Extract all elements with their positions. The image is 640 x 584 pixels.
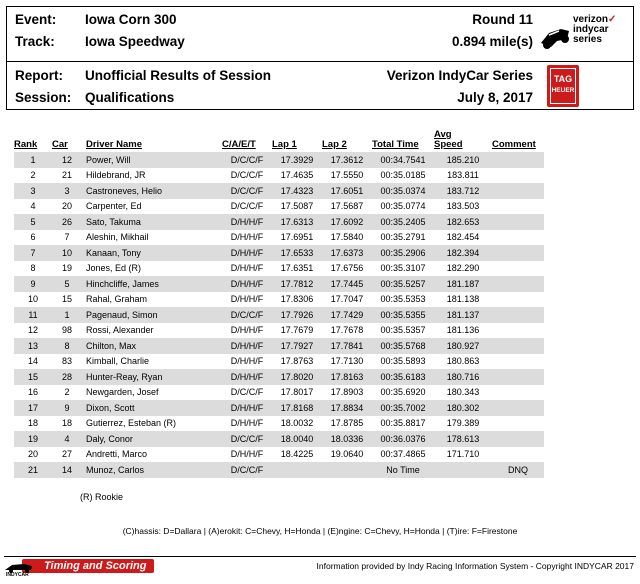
cell-lap2: 17.6373 <box>322 245 372 261</box>
cell-car: 26 <box>52 214 82 230</box>
cell-car: 20 <box>61 201 72 212</box>
cell-car: 98 <box>61 325 72 336</box>
table-row <box>14 431 544 447</box>
cell-lap2: 19.0640 <box>330 449 364 460</box>
cell-lap1: 17.6351 <box>280 263 314 274</box>
cell-lap1: 17.7679 <box>280 325 314 336</box>
cell-comment <box>492 323 544 339</box>
track-distance: 0.894 mile(s) <box>451 34 533 49</box>
table-row <box>14 323 544 339</box>
session-row <box>7 87 633 109</box>
cell-lap2: 17.6051 <box>322 183 372 199</box>
cell-total-time: 00:35.5768 <box>372 338 434 354</box>
cell-total-time: 00:35.0774 <box>380 201 426 212</box>
cell-comment <box>492 152 544 168</box>
cell-caet: D/C/C/F <box>222 431 272 447</box>
cell-avg-speed: 182.454 <box>446 232 480 243</box>
cell-comment <box>492 354 544 370</box>
cell-caet: D/C/C/F <box>230 201 264 212</box>
tag-word: TAG <box>553 74 573 84</box>
col-comment: Comment <box>492 139 536 150</box>
cell-driver: Chilton, Max <box>82 338 222 354</box>
cell-comment <box>492 276 544 292</box>
cell-driver: Rossi, Alexander <box>86 325 154 336</box>
col-car: Car <box>52 139 68 150</box>
cell-lap1: 17.8017 <box>280 387 314 398</box>
round-number: Round 11 <box>472 12 533 27</box>
col-driver: Driver Name <box>86 139 142 150</box>
cell-lap1: 17.4635 <box>280 170 314 181</box>
cell-rank: 20 <box>27 449 38 460</box>
cell-driver: Munoz, Carlos <box>82 462 222 478</box>
cell-lap2: 17.5840 <box>330 232 364 243</box>
cell-total-time: 00:35.3107 <box>380 263 426 274</box>
cell-comment <box>492 400 544 416</box>
cell-lap2: 17.5687 <box>330 201 364 212</box>
cell-lap2: 17.3612 <box>322 152 372 168</box>
cell-car: 8 <box>52 338 82 354</box>
cell-driver: Aleshin, Mikhail <box>86 232 149 243</box>
cell-avg-speed: 183.811 <box>447 170 479 181</box>
cell-avg-speed: 180.343 <box>446 387 480 398</box>
cell-lap1: 17.7927 <box>272 338 322 354</box>
cell-driver: Rahal, Graham <box>86 294 148 305</box>
cell-rank: 14 <box>27 356 38 367</box>
cell-caet: D/C/C/F <box>222 462 272 478</box>
cell-driver: Jones, Ed (R) <box>86 263 142 274</box>
cell-comment <box>492 183 544 199</box>
results-header-row <box>14 130 544 152</box>
cell-comment <box>492 431 544 447</box>
cell-total-time: 00:35.5257 <box>372 276 434 292</box>
cell-driver: Newgarden, Josef <box>86 387 159 398</box>
col-total-time: Total Time <box>372 139 419 150</box>
cell-caet: D/H/H/F <box>222 338 272 354</box>
cell-rank: 2 <box>30 170 36 181</box>
cell-comment <box>492 245 544 261</box>
cell-driver: Sato, Takuma <box>82 214 222 230</box>
cell-car: 3 <box>52 183 82 199</box>
cell-avg-speed <box>434 462 492 478</box>
cell-rank: 13 <box>14 338 52 354</box>
cell-car: 2 <box>64 387 70 398</box>
report-value: Unofficial Results of Session <box>85 68 272 83</box>
cell-avg-speed: 183.503 <box>446 201 480 212</box>
table-row <box>14 416 544 432</box>
cell-total-time: No Time <box>372 462 434 478</box>
cell-lap1: 17.7812 <box>272 276 322 292</box>
col-rank: Rank <box>14 139 38 150</box>
cell-driver: Pagenaud, Simon <box>82 307 222 323</box>
cell-lap2: 17.8163 <box>322 369 372 385</box>
cell-total-time: 00:34.7541 <box>372 152 434 168</box>
copyright-info: Information provided by Indy Racing Information System - Copyright INDYCAR 2017 <box>316 561 634 571</box>
cell-rank: 19 <box>14 431 52 447</box>
cell-comment: DNQ <box>492 462 544 478</box>
table-row <box>14 292 544 308</box>
table-row <box>14 276 544 292</box>
report-label: Report: <box>15 68 63 83</box>
cell-rank: 10 <box>27 294 38 305</box>
cell-comment <box>492 338 544 354</box>
cell-caet: D/H/H/F <box>222 276 272 292</box>
cell-lap1: 17.8306 <box>280 294 314 305</box>
cell-driver: Andretti, Marco <box>86 449 148 460</box>
cell-comment <box>492 369 544 385</box>
cell-caet: D/C/C/F <box>222 307 272 323</box>
cell-total-time: 00:35.0374 <box>372 183 434 199</box>
track-value: Iowa Speedway <box>85 34 185 49</box>
cell-lap2: 17.7445 <box>322 276 372 292</box>
cell-avg-speed: 181.138 <box>446 294 480 305</box>
cell-avg-speed: 179.389 <box>446 418 480 429</box>
series-word: series <box>573 34 602 45</box>
table-row <box>14 400 544 416</box>
cell-lap1: 17.6533 <box>272 245 322 261</box>
table-row <box>14 462 544 478</box>
report-header <box>6 6 634 110</box>
cell-rank: 11 <box>14 307 52 323</box>
table-row <box>14 385 544 401</box>
cell-lap1: 17.4323 <box>272 183 322 199</box>
cell-lap2: 17.8903 <box>330 387 364 398</box>
cell-lap2: 17.7130 <box>330 356 364 367</box>
cell-total-time: 00:35.5355 <box>372 307 434 323</box>
tag-heuer-logo <box>547 65 579 107</box>
cell-total-time: 00:35.6920 <box>380 387 426 398</box>
table-row <box>14 369 544 385</box>
table-row <box>14 152 544 168</box>
cell-comment <box>492 214 544 230</box>
cell-lap1: 17.8168 <box>272 400 322 416</box>
rookie-note: (R) Rookie <box>80 492 124 502</box>
cell-lap2 <box>322 462 372 478</box>
cell-rank: 18 <box>27 418 38 429</box>
cell-car: 15 <box>61 294 72 305</box>
cell-rank: 6 <box>30 232 36 243</box>
cell-driver: Hinchcliffe, James <box>82 276 222 292</box>
cell-driver: Castroneves, Helio <box>82 183 222 199</box>
cell-total-time: 00:35.7002 <box>372 400 434 416</box>
cell-total-time: 00:35.8817 <box>380 418 426 429</box>
cell-caet: D/H/H/F <box>230 356 264 367</box>
cell-rank: 12 <box>27 325 38 336</box>
cell-lap1: 17.8020 <box>272 369 322 385</box>
cell-avg-speed: 182.394 <box>434 245 492 261</box>
header-divider <box>7 61 633 62</box>
cell-car: 10 <box>52 245 82 261</box>
cell-avg-speed: 181.136 <box>446 325 480 336</box>
cell-comment <box>492 447 544 463</box>
table-row <box>14 214 544 230</box>
cell-comment <box>492 385 544 401</box>
table-row <box>14 447 544 463</box>
cell-car: 12 <box>52 152 82 168</box>
cell-car: 83 <box>61 356 72 367</box>
table-row <box>14 230 544 246</box>
table-row <box>14 245 544 261</box>
cell-driver: Carpenter, Ed <box>86 201 142 212</box>
cell-caet: D/C/C/F <box>222 152 272 168</box>
cell-total-time: 00:35.2791 <box>380 232 426 243</box>
col-avg-speed: Avg Speed <box>434 129 463 150</box>
cell-lap2: 18.0336 <box>322 431 372 447</box>
cell-caet: D/H/H/F <box>222 245 272 261</box>
cell-car: 28 <box>52 369 82 385</box>
cell-avg-speed: 180.716 <box>434 369 492 385</box>
cell-rank: 17 <box>14 400 52 416</box>
session-date: July 8, 2017 <box>457 90 533 105</box>
cell-avg-speed: 171.710 <box>446 449 480 460</box>
results-table <box>14 130 544 478</box>
cell-avg-speed: 185.210 <box>434 152 492 168</box>
table-row <box>14 307 544 323</box>
cell-total-time: 00:35.0185 <box>380 170 426 181</box>
cell-driver: Kimball, Charlie <box>86 356 150 367</box>
cell-total-time: 00:35.6183 <box>372 369 434 385</box>
cell-car: 5 <box>52 276 82 292</box>
table-row <box>14 168 544 184</box>
cell-lap2: 17.6092 <box>322 214 372 230</box>
cell-lap1: 17.5087 <box>280 201 314 212</box>
cell-lap2: 17.7841 <box>322 338 372 354</box>
cell-total-time: 00:36.0376 <box>372 431 434 447</box>
cell-car: 14 <box>52 462 82 478</box>
heuer-word: HEUER <box>551 87 575 94</box>
cell-avg-speed: 181.137 <box>434 307 492 323</box>
cell-rank: 16 <box>27 387 38 398</box>
cell-comment <box>492 292 544 308</box>
cell-comment <box>492 168 544 184</box>
page-footer <box>4 556 636 578</box>
cell-caet: D/H/H/F <box>230 263 264 274</box>
cell-driver: Hunter-Reay, Ryan <box>82 369 222 385</box>
indycar-word: indycar <box>573 24 609 35</box>
verizon-word: verizon✓ <box>573 14 617 25</box>
cell-caet: D/C/C/F <box>222 183 272 199</box>
cell-rank: 9 <box>14 276 52 292</box>
event-label: Event: <box>15 12 57 27</box>
cell-lap1: 17.3929 <box>272 152 322 168</box>
cell-car: 21 <box>61 170 72 181</box>
cell-lap2: 17.7429 <box>322 307 372 323</box>
timing-scoring-logo <box>4 559 164 578</box>
cell-driver: Power, Will <box>82 152 222 168</box>
cell-driver: Daly, Conor <box>82 431 222 447</box>
cell-rank: 7 <box>14 245 52 261</box>
cell-caet: D/C/C/F <box>230 170 264 181</box>
col-lap2: Lap 2 <box>322 139 347 150</box>
cell-caet: D/H/H/F <box>230 449 264 460</box>
cell-lap2: 17.5550 <box>330 170 364 181</box>
cell-caet: D/H/H/F <box>230 418 264 429</box>
cell-car: 4 <box>52 431 82 447</box>
cell-total-time: 00:35.2906 <box>372 245 434 261</box>
cell-avg-speed: 180.302 <box>434 400 492 416</box>
table-row <box>14 261 544 277</box>
cell-caet: D/H/H/F <box>230 294 264 305</box>
cell-caet: D/H/H/F <box>222 400 272 416</box>
session-label: Session: <box>15 90 72 105</box>
cell-total-time: 00:37.4865 <box>380 449 426 460</box>
cell-caet: D/H/H/F <box>230 232 264 243</box>
event-value: Iowa Corn 300 <box>85 12 177 27</box>
timing-scoring-text: Timing and Scoring <box>44 560 147 572</box>
cell-driver: Kanaan, Tony <box>82 245 222 261</box>
cell-total-time: 00:35.5893 <box>380 356 426 367</box>
cell-driver: Gutierrez, Esteban (R) <box>86 418 177 429</box>
cell-avg-speed: 182.653 <box>434 214 492 230</box>
cell-rank: 15 <box>14 369 52 385</box>
cell-avg-speed: 181.187 <box>434 276 492 292</box>
cell-lap1: 17.7926 <box>272 307 322 323</box>
cell-car: 9 <box>52 400 82 416</box>
report-row <box>7 65 633 87</box>
cell-rank: 21 <box>14 462 52 478</box>
cell-rank: 5 <box>14 214 52 230</box>
cell-total-time: 00:35.5353 <box>380 294 426 305</box>
cell-car: 7 <box>64 232 70 243</box>
cell-comment <box>492 199 544 215</box>
cell-comment <box>492 261 544 277</box>
cell-comment <box>492 307 544 323</box>
cell-comment <box>492 416 544 432</box>
specs-legend: (C)hassis: D=Dallara | (A)erokit: C=Chevy, H=Honda | (E)ngine: C=Chevy, H=Honda | (T)ire: F=Firestone <box>122 526 518 536</box>
cell-rank: 1 <box>14 152 52 168</box>
table-row <box>14 354 544 370</box>
cell-avg-speed: 180.927 <box>434 338 492 354</box>
cell-total-time: 00:35.5357 <box>380 325 426 336</box>
cell-lap2: 17.7047 <box>330 294 364 305</box>
cell-avg-speed: 182.290 <box>446 263 480 274</box>
cell-lap2: 17.8785 <box>330 418 364 429</box>
cell-driver: Dixon, Scott <box>82 400 222 416</box>
series-name: Verizon IndyCar Series <box>386 68 533 83</box>
cell-comment <box>492 230 544 246</box>
cell-lap1: 18.0040 <box>272 431 322 447</box>
cell-rank: 8 <box>30 263 36 274</box>
col-lap1: Lap 1 <box>272 139 297 150</box>
cell-car: 19 <box>61 263 72 274</box>
cell-caet: D/C/C/F <box>230 387 264 398</box>
cell-avg-speed: 178.613 <box>434 431 492 447</box>
cell-car: 18 <box>61 418 72 429</box>
table-row <box>14 199 544 215</box>
cell-car: 27 <box>61 449 72 460</box>
session-value: Qualifications <box>85 90 175 105</box>
cell-avg-speed: 180.863 <box>446 356 480 367</box>
cell-driver: Hildebrand, JR <box>86 170 146 181</box>
indycar-subtext: INDYCAR <box>6 572 29 578</box>
cell-lap1: 17.6951 <box>280 232 314 243</box>
cell-lap2: 17.8834 <box>322 400 372 416</box>
cell-caet: D/H/H/F <box>222 214 272 230</box>
cell-caet: D/H/H/F <box>222 369 272 385</box>
cell-lap1: 17.8763 <box>280 356 314 367</box>
cell-lap1 <box>272 462 322 478</box>
cell-rank: 3 <box>14 183 52 199</box>
cell-lap2: 17.6756 <box>330 263 364 274</box>
cell-rank: 4 <box>30 201 36 212</box>
indycar-car-icon <box>539 19 571 51</box>
table-row <box>14 338 544 354</box>
cell-caet: D/H/H/F <box>230 325 264 336</box>
table-row <box>14 183 544 199</box>
cell-lap1: 17.6313 <box>272 214 322 230</box>
verizon-indycar-logo <box>539 13 627 57</box>
track-label: Track: <box>15 34 55 49</box>
cell-lap1: 18.4225 <box>280 449 314 460</box>
col-caet: C/A/E/T <box>222 139 256 150</box>
cell-lap2: 17.7678 <box>330 325 364 336</box>
cell-total-time: 00:35.2405 <box>372 214 434 230</box>
cell-lap1: 18.0032 <box>280 418 314 429</box>
cell-car: 1 <box>52 307 82 323</box>
cell-avg-speed: 183.712 <box>434 183 492 199</box>
